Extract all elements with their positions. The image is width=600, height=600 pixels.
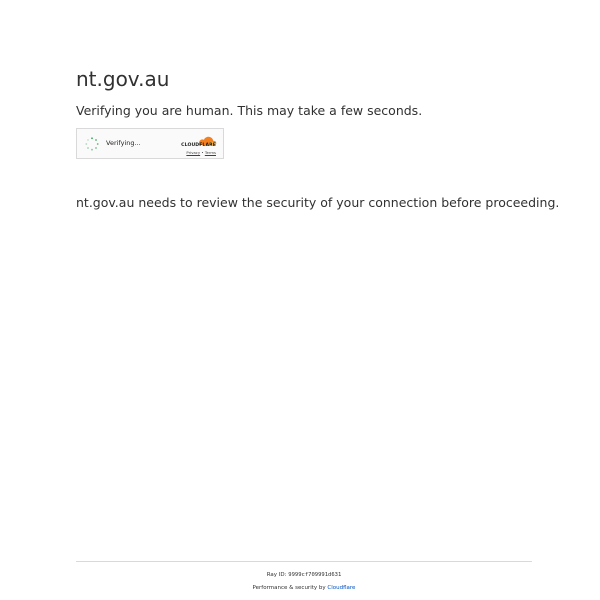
verifying-status: Verifying...: [106, 139, 141, 147]
main-content: [76, 66, 560, 210]
loading-spinner-icon: [85, 137, 99, 151]
performance-label: Performance & security by: [252, 585, 326, 591]
ray-id-value: 9999cf709991d631: [288, 572, 342, 578]
ray-id-label: Ray ID:: [266, 572, 287, 578]
performance-line: [76, 584, 532, 592]
widget-links: [186, 150, 216, 155]
verification-subtitle: Verifying you are human. This may take a few seconds.: [76, 103, 423, 118]
site-title: nt.gov.au: [76, 67, 170, 91]
turnstile-widget[interactable]: [76, 128, 224, 159]
security-review-message: nt.gov.au needs to review the security of your connection before proceeding.: [76, 195, 560, 210]
footer: [76, 561, 532, 592]
ray-id-line: [76, 571, 532, 579]
cloudflare-link[interactable]: Cloudflare: [327, 585, 356, 591]
terms-link[interactable]: Terms: [204, 150, 216, 155]
cloudflare-wordmark: CLOUDFLARE: [181, 143, 216, 148]
privacy-link[interactable]: Privacy: [186, 150, 201, 155]
link-separator: •: [201, 150, 204, 155]
